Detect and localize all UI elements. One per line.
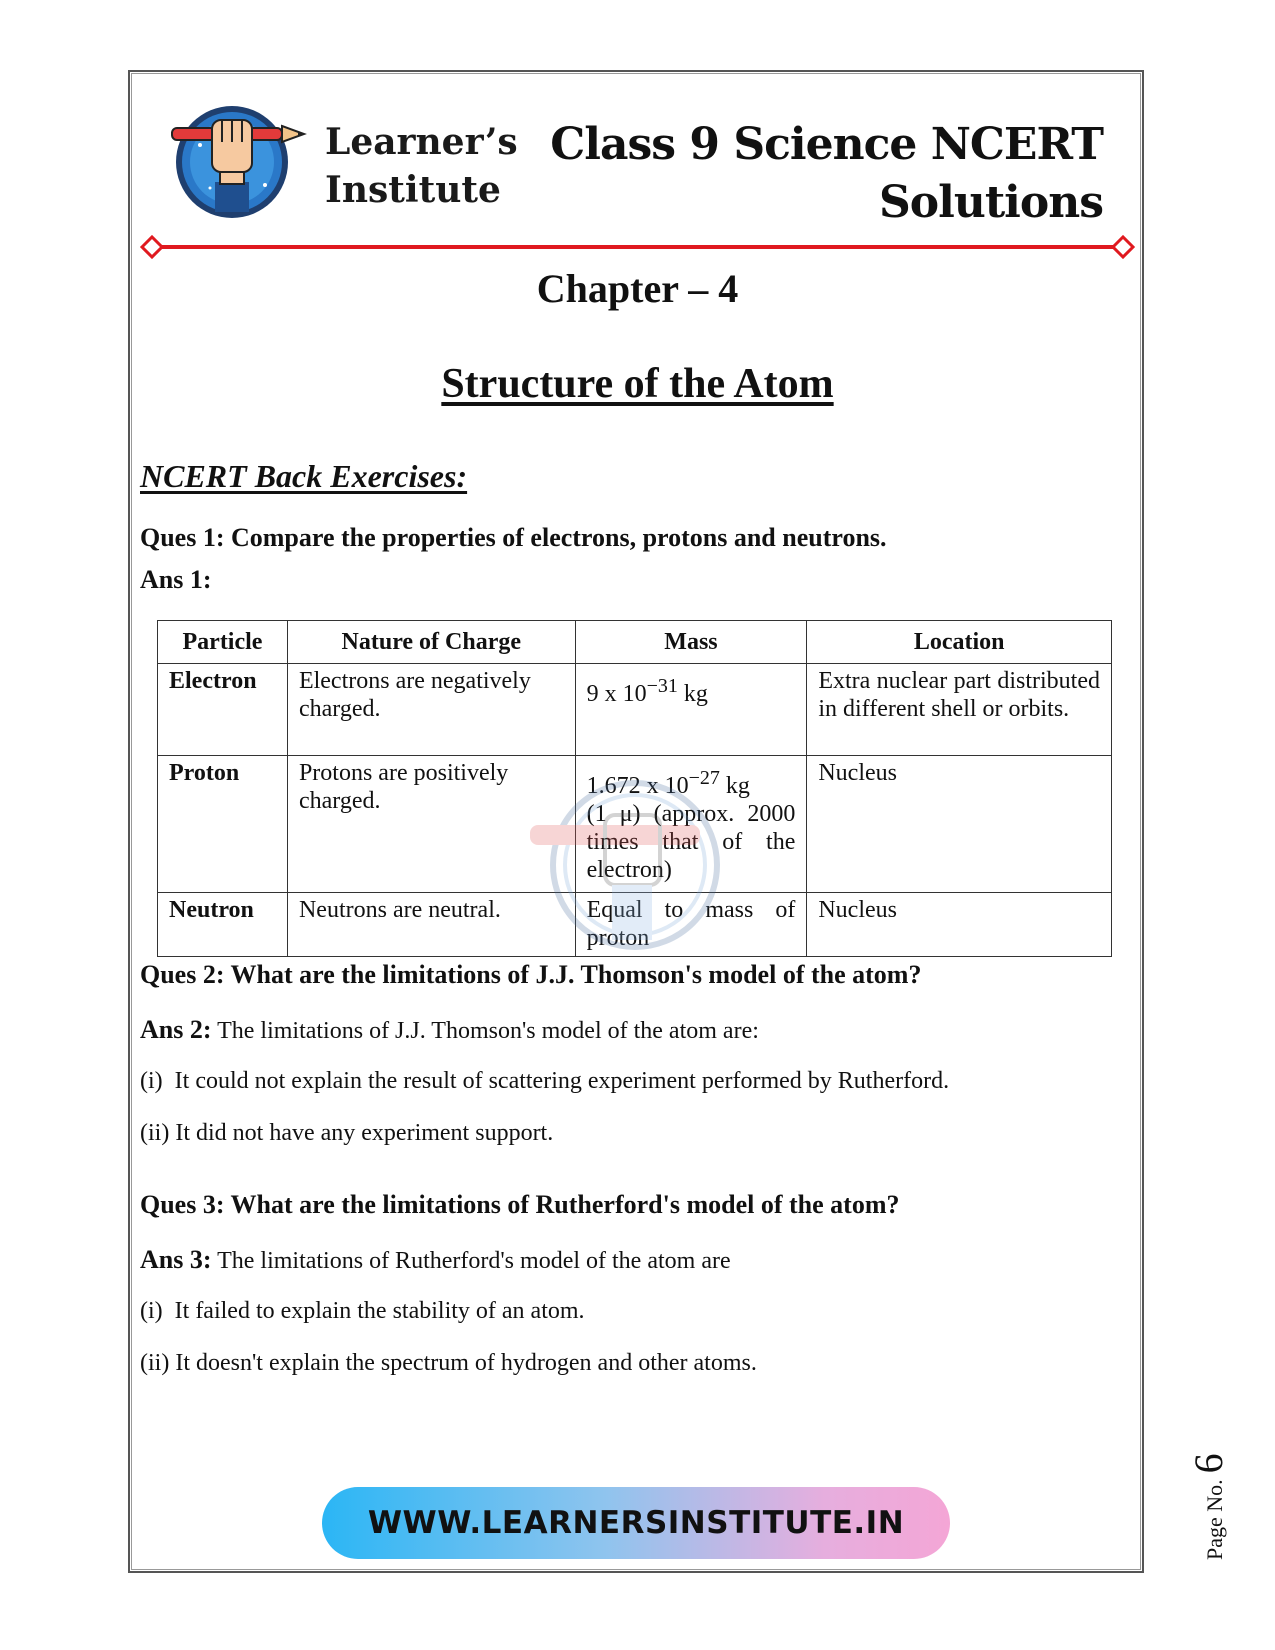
question-1: Ques 1: Compare the properties of electrons, protons and neutrons.: [140, 523, 887, 552]
answer-3-label: Ans 3:: [140, 1245, 212, 1274]
section-heading: NCERT Back Exercises:: [140, 458, 468, 494]
question-3: Ques 3: What are the limitations of Rutherford's model of the atom?: [140, 1190, 900, 1219]
mass-cell: Equal to mass of proton: [575, 893, 807, 957]
location-cell: Nucleus: [807, 893, 1112, 957]
charge-cell: Protons are positively charged.: [287, 756, 575, 893]
topic-heading: [0, 360, 1275, 408]
particle-comparison-table: [157, 620, 1112, 957]
table-row: [158, 664, 1112, 756]
page-number-value: 6: [1186, 1453, 1231, 1474]
mass-unit: kg: [677, 681, 708, 707]
table-header: Mass: [575, 621, 807, 664]
answer-3-point: (i) It failed to explain the stability of an atom.: [140, 1298, 585, 1324]
diamond-icon: [1113, 237, 1133, 257]
table-header: Location: [807, 621, 1112, 664]
answer-2-text: The limitations of J.J. Thomson's model of the atom are:: [211, 1018, 759, 1044]
answer-3-text: The limitations of Rutherford's model of the atom are: [211, 1248, 731, 1274]
location-cell: Extra nuclear part distributed in different shell or orbits.: [807, 664, 1112, 756]
mass-cell: [575, 664, 807, 756]
document-title-line-1: Class 9 Science NCERT: [550, 119, 1103, 170]
question-2: Ques 2: What are the limitations of J.J. Thomson's model of the atom?: [140, 960, 922, 989]
diamond-icon: [142, 237, 162, 257]
answer-2-point: (i) It could not explain the result of scattering experiment performed by Rutherford.: [140, 1068, 950, 1094]
table-header: Nature of Charge: [287, 621, 575, 664]
table-header-row: [158, 621, 1112, 664]
website-url[interactable]: WWW.LEARNERSINSTITUTE.IN: [367, 1505, 905, 1541]
mass-exponent: −31: [646, 675, 678, 697]
website-banner[interactable]: [322, 1487, 950, 1559]
brand-name: [325, 118, 518, 214]
page-number: [1185, 1453, 1232, 1560]
answer-3: [140, 1245, 731, 1275]
answer-2-label: Ans 2:: [140, 1015, 212, 1044]
charge-cell: Electrons are negatively charged.: [287, 664, 575, 756]
brand-line-2: Institute: [325, 169, 501, 211]
location-cell: Nucleus: [807, 756, 1112, 893]
answer-2-point: (ii) It did not have any experiment support.: [140, 1120, 554, 1146]
mass-exponent: −27: [688, 767, 720, 789]
answer-2: [140, 1015, 759, 1045]
topic-heading-text: Structure of the Atom: [441, 361, 834, 407]
table-row: [158, 756, 1112, 893]
mass-note: (1 μ) (approx. 2000 times that of the electron): [586, 801, 796, 883]
document-title-line-2: Solutions: [879, 177, 1103, 228]
page-number-label: Page No.: [1202, 1479, 1227, 1560]
fist-holding-pencil-icon: [170, 100, 310, 225]
mass-unit: kg: [719, 773, 750, 799]
answer-3-point: (ii) It doesn't explain the spectrum of hydrogen and other atoms.: [140, 1350, 757, 1376]
mass-base: 9 x 10: [586, 681, 647, 707]
charge-cell: Neutrons are neutral.: [287, 893, 575, 957]
chapter-heading: Chapter – 4: [536, 266, 739, 311]
particle-name: Electron: [158, 664, 288, 756]
table-header: Particle: [158, 621, 288, 664]
particle-name: Neutron: [158, 893, 288, 957]
particle-name: Proton: [158, 756, 288, 893]
answer-1-label: Ans 1:: [140, 565, 212, 594]
mass-cell: [575, 756, 807, 893]
header-divider: [140, 235, 1135, 265]
brand-line-1: Learner’s: [325, 121, 518, 163]
mass-base: 1.672 x 10: [586, 773, 689, 799]
table-row: [158, 893, 1112, 957]
document-title: [550, 116, 1103, 232]
